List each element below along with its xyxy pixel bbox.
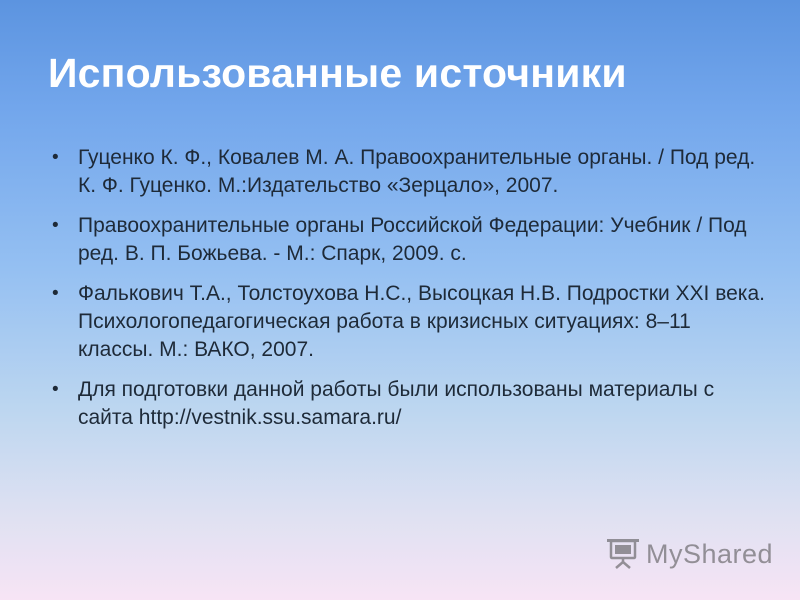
source-text: Для подготовки данной работы были использованы материалы с сайта http://vestnik.ssu.samara.ru/: [78, 378, 715, 429]
sources-list: [50, 144, 765, 444]
source-text: Правоохранительные органы Российской Федерации: Учебник / Под ред. В. П. Божьева. - М.: Спарк, 2009. с.: [78, 214, 747, 265]
source-text: Фалькович Т.А., Толстоухова Н.С., Высоцкая Н.В. Подростки XXI века. Психологопедагогическая работа в кризисных ситуациях: 8–11 классы. М.: ВАКО, 2007.: [78, 282, 765, 361]
bullet-icon: •: [52, 147, 59, 168]
source-item: [50, 280, 765, 364]
slide-title: Использованные источники: [48, 50, 627, 96]
bullet-icon: •: [52, 215, 59, 236]
watermark-logo: [606, 538, 773, 570]
source-item: [50, 376, 765, 432]
watermark-text: MyShared: [646, 538, 774, 569]
source-item: [50, 144, 765, 200]
source-item: [50, 212, 765, 268]
presentation-board-icon: [606, 539, 640, 569]
bullet-icon: •: [52, 283, 59, 304]
source-text: Гуценко К. Ф., Ковалев М. А. Правоохранительные органы. / Под ред. К. Ф. Гуценко. М.:Издательство «Зерцало», 2007.: [78, 146, 756, 197]
bullet-icon: •: [52, 379, 59, 400]
